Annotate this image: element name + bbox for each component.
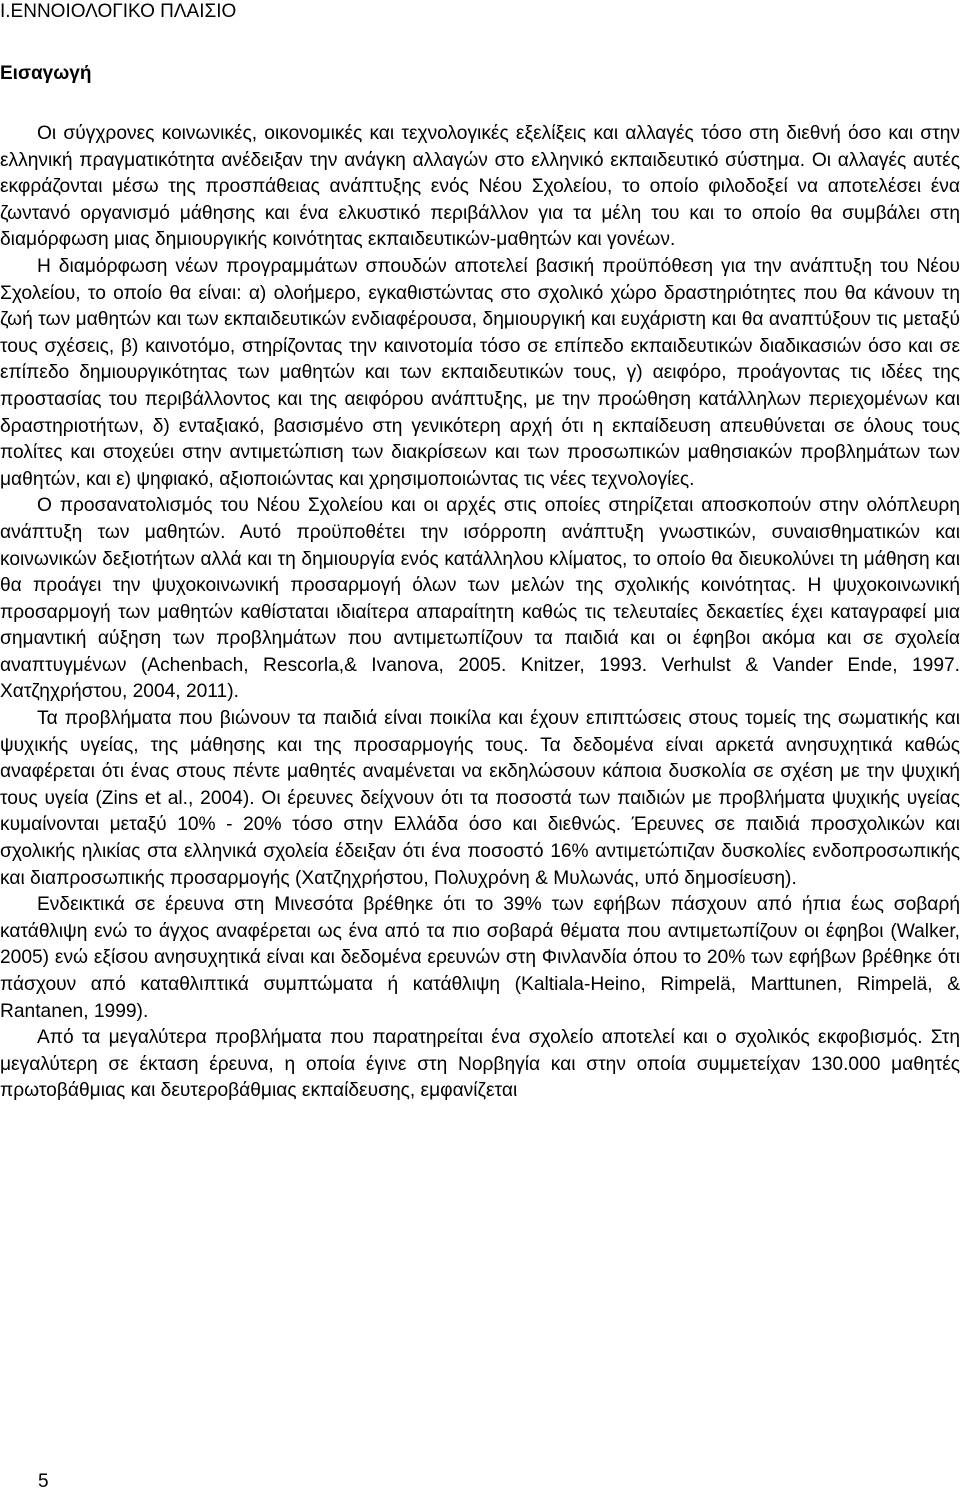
paragraph-3: Ο προσανατολισμός του Νέου Σχολείου και οι αρχές στις οποίες στηρίζεται αποσκοπούν στην ολόπλευρη ανάπτυξη των μαθητών. Αυτό προϋποθέτει την ισόρροπη ανάπτυξη γνωστικών, συναισθηματικών και κοινωνικών δεξιοτήτων αλλά και τη δημιουργία ενός κατάλληλου κλίματος, το οποίο θα διευκολύνει τη μάθηση και θα προάγει την ψυχοκοινωνική προσαρμογή όλων των μελών της σχολικής κοινότητας. Η ψυχοκοινωνική προσαρμογή των μαθητών καθίσταται ιδιαίτερα απαραίτητη καθώς τις τελευταίες δεκαετίες έχει καταγραφεί μια σημαντική αύξηση των προβλημάτων που αντιμετωπίζουν τα παιδιά και οι έφηβοι ακόμα και σε σχολεία αναπτυγμένων (Achenbach, Rescorla,& Ivanova, 2005. Knitzer, 1993. Verhulst & Vander Ende, 1997. Χατζηχρήστου, 2004, 2011). <box>0 495 960 703</box>
section-subheading: Εισαγωγή <box>0 63 92 84</box>
paragraph-6: Από τα μεγαλύτερα προβλήματα που παρατηρείται ένα σχολείο αποτελεί και ο σχολικός εκφοβισμός. Στη μεγαλύτερη σε έκταση έρευνα, η οποία έγινε στη Νορβηγία και στην οποία συμμετείχαν 130.000 μαθητές πρωτοβάθμιας και δευτεροβάθμιας εκπαίδευσης, εμφανίζεται <box>0 1027 960 1102</box>
paragraph-1: Οι σύγχρονες κοινωνικές, οικονομικές και τεχνολογικές εξελίξεις και αλλαγές τόσο στη διεθνή όσο και στην ελληνική πραγματικότητα ανέδειξαν την ανάγκη αλλαγών στο ελληνικό εκπαιδευτικό σύστημα. Οι αλλαγές αυτές εκφράζονται μέσω της προσπάθειας ανάπτυξης ενός Νέου Σχολείου, το οποίο φιλοδοξεί να αποτελέσει ένα ζωντανό οργανισμό μάθησης και ένα ελκυστικό περιβάλλον για τα μέλη του και το οποίο θα συμβάλει στη διαμόρφωση μιας δημιουργικής κοινότητας εκπαιδευτικών-μαθητών και γονέων. <box>0 123 960 251</box>
paragraph-2: Η διαμόρφωση νέων προγραμμάτων σπουδών αποτελεί βασική προϋπόθεση για την ανάπτυξη του Νέου Σχολείου, το οποίο θα είναι: α) ολοήμερο, εγκαθιστώντας στο σχολικό χώρο δραστηριότητες που θα κάνουν τη ζωή των μαθητών και των εκπαιδευτικών ενδιαφέρουσα, δημιουργική και ευχάριστη και θα αναπτύξουν τις μεταξύ τους σχέσεις, β) καινοτόμο, στηρίζοντας την καινοτομία τόσο σε επίπεδο εκπαιδευτικών διαδικασιών όσο και σε επίπεδο δημιουργικότητας των μαθητών και των εκπαιδευτικών τους, γ) αειφόρο, προάγοντας τις ιδέες της προστασίας του περιβάλλοντος και της αειφόρου ανάπτυξης, με την προώθηση κατάλληλων περιεχομένων και δραστηριοτήτων, δ) ενταξιακό, βασισμένο στη γενικότερη αρχή ότι η εκπαίδευση απευθύνεται σε όλους τους πολίτες και στοχεύει στην αντιμετώπιση των διακρίσεων και των προσωπικών μαθησιακών προβλημάτων των μαθητών, και ε) ψηφιακό, αξιοποιώντας και χρησιμοποιώντας τις νέες τεχνολογίες. <box>0 255 960 490</box>
section-heading: I.ΕΝΝΟΙΟΛΟΓΙΚΟ ΠΛΑΙΣΙΟ <box>0 1 237 22</box>
page-number: 5 <box>38 1471 49 1492</box>
paragraph-5: Ενδεικτικά σε έρευνα στη Μινεσότα βρέθηκε ότι το 39% των εφήβων πάσχουν από ήπια έως σοβαρή κατάθλιψη ενώ το άγχος αναφέρεται ως ένα από τα πιο σοβαρά θέματα που αντιμετωπίζουν οι έφηβοι (Walker, 2005) ενώ εξίσου ανησυχητικά είναι και δεδομένα ερευνών στη Φινλανδία όπου το 20% των εφήβων βρέθηκε ότι πάσχουν από καταθλιπτικά συμπτώματα ή κατάθλιψη (Kaltiala-Heino, Rimpelä, Marttunen, Rimpelä, & Rantanen, 1999). <box>0 894 960 1022</box>
paragraph-4: Τα προβλήματα που βιώνουν τα παιδιά είναι ποικίλα και έχουν επιπτώσεις στους τομείς της σωματικής και ψυχικής υγείας, της μάθησης και της προσαρμογής τους. Τα δεδομένα είναι αρκετά ανησυχητικά καθώς αναφέρεται ότι ένας στους πέντε μαθητές αναμένεται να εκδηλώσουν κάποια δυσκολία σε σχέση με την ψυχική τους υγεία (Zins et al., 2004). Οι έρευνες δείχνουν ότι τα ποσοστά των παιδιών με προβλήματα ψυχικής υγείας κυμαίνονται μεταξύ 10% - 20% τόσο στην Ελλάδα όσο και διεθνώς. Έρευνες σε παιδιά προσχολικών και σχολικής ηλικίας στα ελληνικά σχολεία έδειξαν ότι ένα ποσοστό 16% αντιμετώπιζαν δυσκολίες ενδοπροσωπικής και διαπροσωπικής προσαρμογής (Χατζηχρήστου, Πολυχρόνη & Μυλωνάς, υπό δημοσίευση). <box>0 708 960 889</box>
body-text <box>0 121 960 1105</box>
